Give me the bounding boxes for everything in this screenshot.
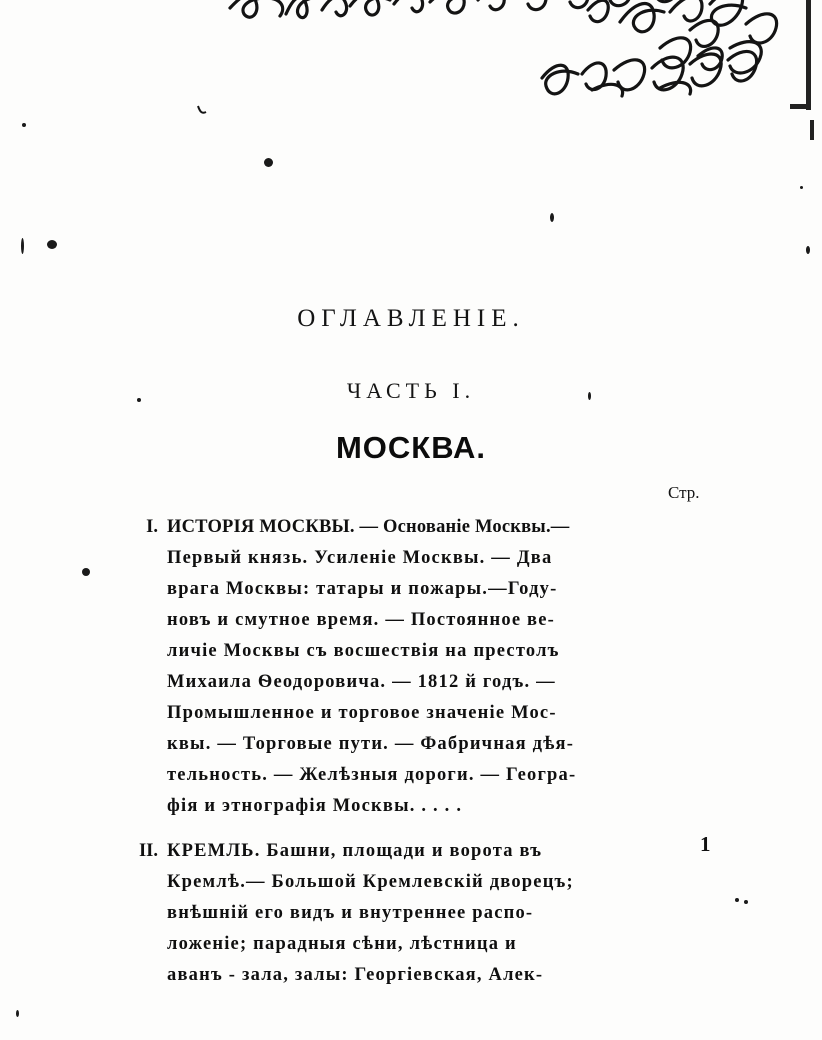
scan-speck bbox=[744, 900, 748, 904]
section-title: МОСКВА. bbox=[335, 430, 487, 465]
scan-speck bbox=[22, 123, 26, 127]
toc-entry-text bbox=[167, 836, 728, 991]
toc-line: врага Москвы: татары и пожары.—Году- bbox=[167, 579, 558, 599]
part-title: ЧАСТЬ I. bbox=[346, 378, 476, 403]
toc-line: ложеніе; парадныя сѣни, лѣстница и bbox=[167, 934, 517, 954]
toc-entry[interactable] bbox=[128, 836, 728, 991]
toc-entry-number: I. bbox=[146, 517, 158, 537]
scan-speck bbox=[806, 246, 810, 254]
scan-speck bbox=[550, 213, 554, 222]
toc-line: квы. — Торговые пути. — Фабричная дѣя- bbox=[167, 734, 575, 754]
page-title: ОГЛАВЛЕНІЕ. bbox=[297, 305, 525, 332]
toc-line: тельность. — Желѣзныя дороги. — Геогра- bbox=[167, 765, 577, 785]
page-number-column-header: Стр. bbox=[668, 483, 700, 502]
toc-line: КРЕМЛЬ. Башни, площади и ворота въ bbox=[167, 841, 543, 861]
toc-entry-number: II. bbox=[138, 841, 158, 861]
scan-speck bbox=[800, 186, 803, 189]
toc-line: аванъ - зала, залы: Георгіевская, Алек- bbox=[167, 965, 544, 985]
scan-edge-mark bbox=[810, 120, 814, 140]
scan-speck bbox=[16, 1010, 19, 1017]
toc-line: Промышленное и торговое значеніе Мос- bbox=[167, 703, 557, 723]
toc-line: личіе Москвы съ восшествія на престолъ bbox=[167, 641, 560, 661]
scan-edge-mark bbox=[790, 104, 810, 109]
handwritten-inscription bbox=[190, 0, 810, 126]
scan-speck bbox=[47, 240, 57, 249]
toc-line: Михаила Ѳеодоровича. — 1812 й годъ. — bbox=[167, 672, 556, 692]
toc-entry-page-number: 1 bbox=[700, 832, 711, 856]
toc-entry-text bbox=[167, 512, 728, 822]
toc-line: ИСТОРІЯ МОСКВЫ. — Основаніе Москвы.— bbox=[167, 517, 570, 537]
toc-line: фія и этнографія Москвы. . . . . bbox=[167, 796, 463, 816]
scan-edge-mark bbox=[806, 0, 811, 110]
scan-speck bbox=[82, 568, 90, 576]
toc-line: Кремлѣ.— Большой Кремлевскій дворецъ; bbox=[167, 872, 574, 892]
table-of-contents bbox=[128, 512, 728, 1005]
scan-speck bbox=[21, 238, 24, 254]
toc-line: внѣшній его видъ и внутреннее распо- bbox=[167, 903, 534, 923]
toc-line: Первый князь. Усиленіе Москвы. — Два bbox=[167, 548, 553, 568]
toc-line: новъ и смутное время. — Постоянное ве- bbox=[167, 610, 556, 630]
scan-speck bbox=[264, 158, 273, 167]
scan-speck bbox=[735, 898, 739, 902]
toc-entry[interactable] bbox=[128, 512, 728, 822]
